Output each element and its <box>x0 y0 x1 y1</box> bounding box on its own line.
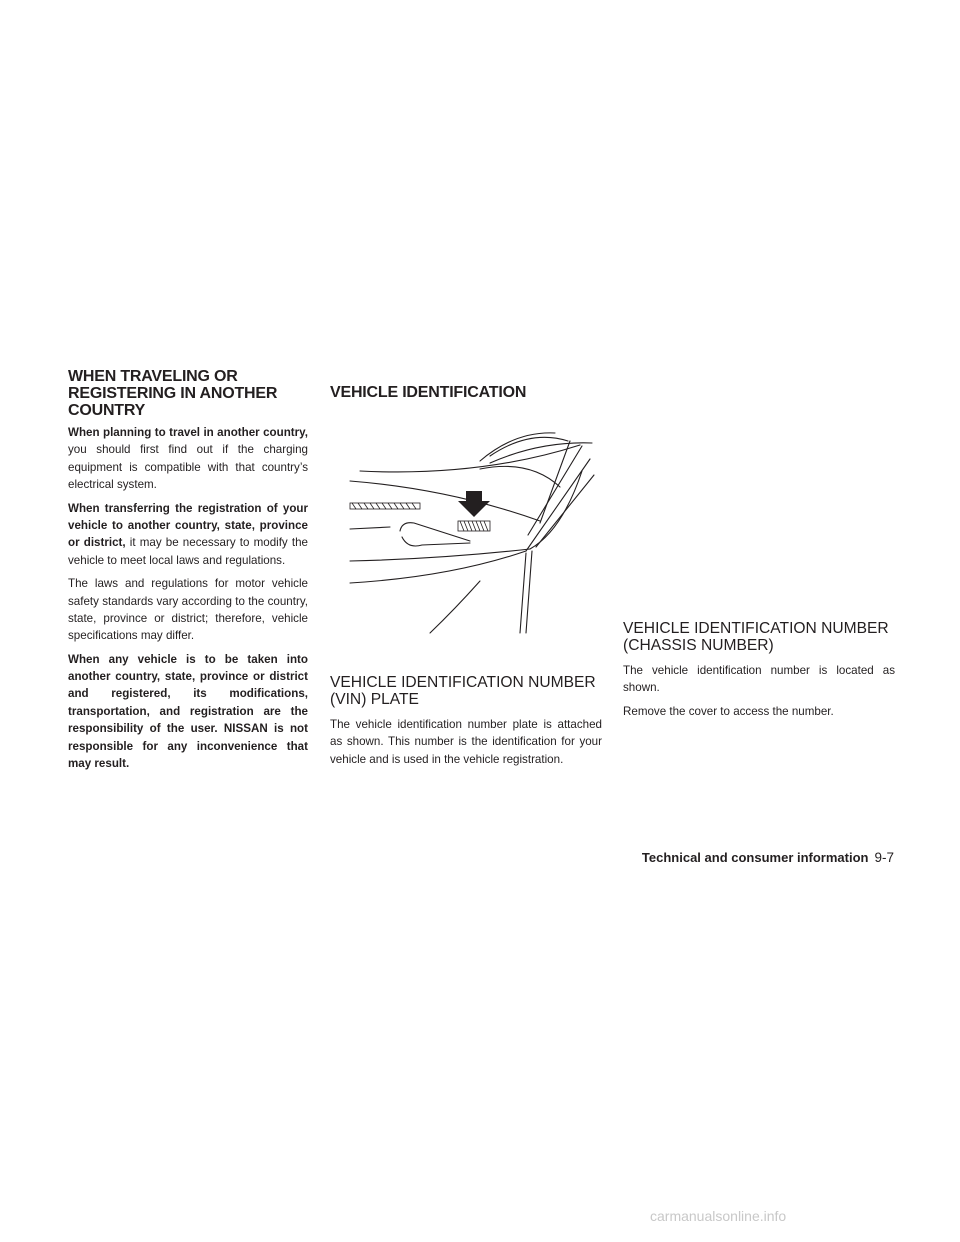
page-number: 9-7 <box>874 850 894 865</box>
chassis-number-section <box>623 620 895 726</box>
laws-paragraph: The laws and regulations for motor vehicle safety standards vary according to the country, state, province or district; therefore, vehicle specifications may differ. <box>68 577 308 643</box>
travel-registration-heading: WHEN TRAVELING OR REGISTERING IN ANOTHER COUNTRY <box>68 368 278 419</box>
travel-paragraph-lead: When planning to travel in another country, <box>68 426 308 439</box>
vin-plate-subheading: VEHICLE IDENTIFICATION NUMBER (VIN) PLATE <box>330 674 596 708</box>
registration-paragraph-lead: When transferring the registration of your vehicle to another country, state, province or district, <box>68 501 308 550</box>
registration-paragraph <box>68 500 308 570</box>
footer-section-title: Technical and consumer information <box>641 850 869 865</box>
registration-paragraph-body: it may be necessary to modify the vehicle to meet local laws and regulations. <box>68 536 308 567</box>
vin-plate-illustration <box>330 411 602 637</box>
vehicle-identification-heading: VEHICLE IDENTIFICATION <box>330 384 527 401</box>
travel-paragraph-body: you should first find out if the charging equipment is compatible with that country’s electrical system. <box>68 443 308 492</box>
vehicle-identification-section <box>330 384 602 774</box>
site-watermark: carmanualsonline.info <box>650 1208 787 1224</box>
chassis-location-paragraph: The vehicle identification number is located as shown. <box>623 664 895 695</box>
travel-paragraph <box>68 424 308 494</box>
travel-registration-section <box>68 368 308 778</box>
chassis-cover-paragraph: Remove the cover to access the number. <box>623 704 834 718</box>
page-footer <box>642 850 894 865</box>
vin-plate-paragraph: The vehicle identification number plate is attached as shown. This number is the identification for your vehicle and is used in the vehicle registration. <box>330 718 602 766</box>
responsibility-paragraph: When any vehicle is to be taken into another country, state, province or district and registered, its modifications, transportation, and registration are the responsibility of the user. NISSAN is not responsible for any inconvenience that may result. <box>68 652 308 771</box>
chassis-number-subheading: VEHICLE IDENTIFICATION NUMBER (CHASSIS NUMBER) <box>623 620 889 654</box>
